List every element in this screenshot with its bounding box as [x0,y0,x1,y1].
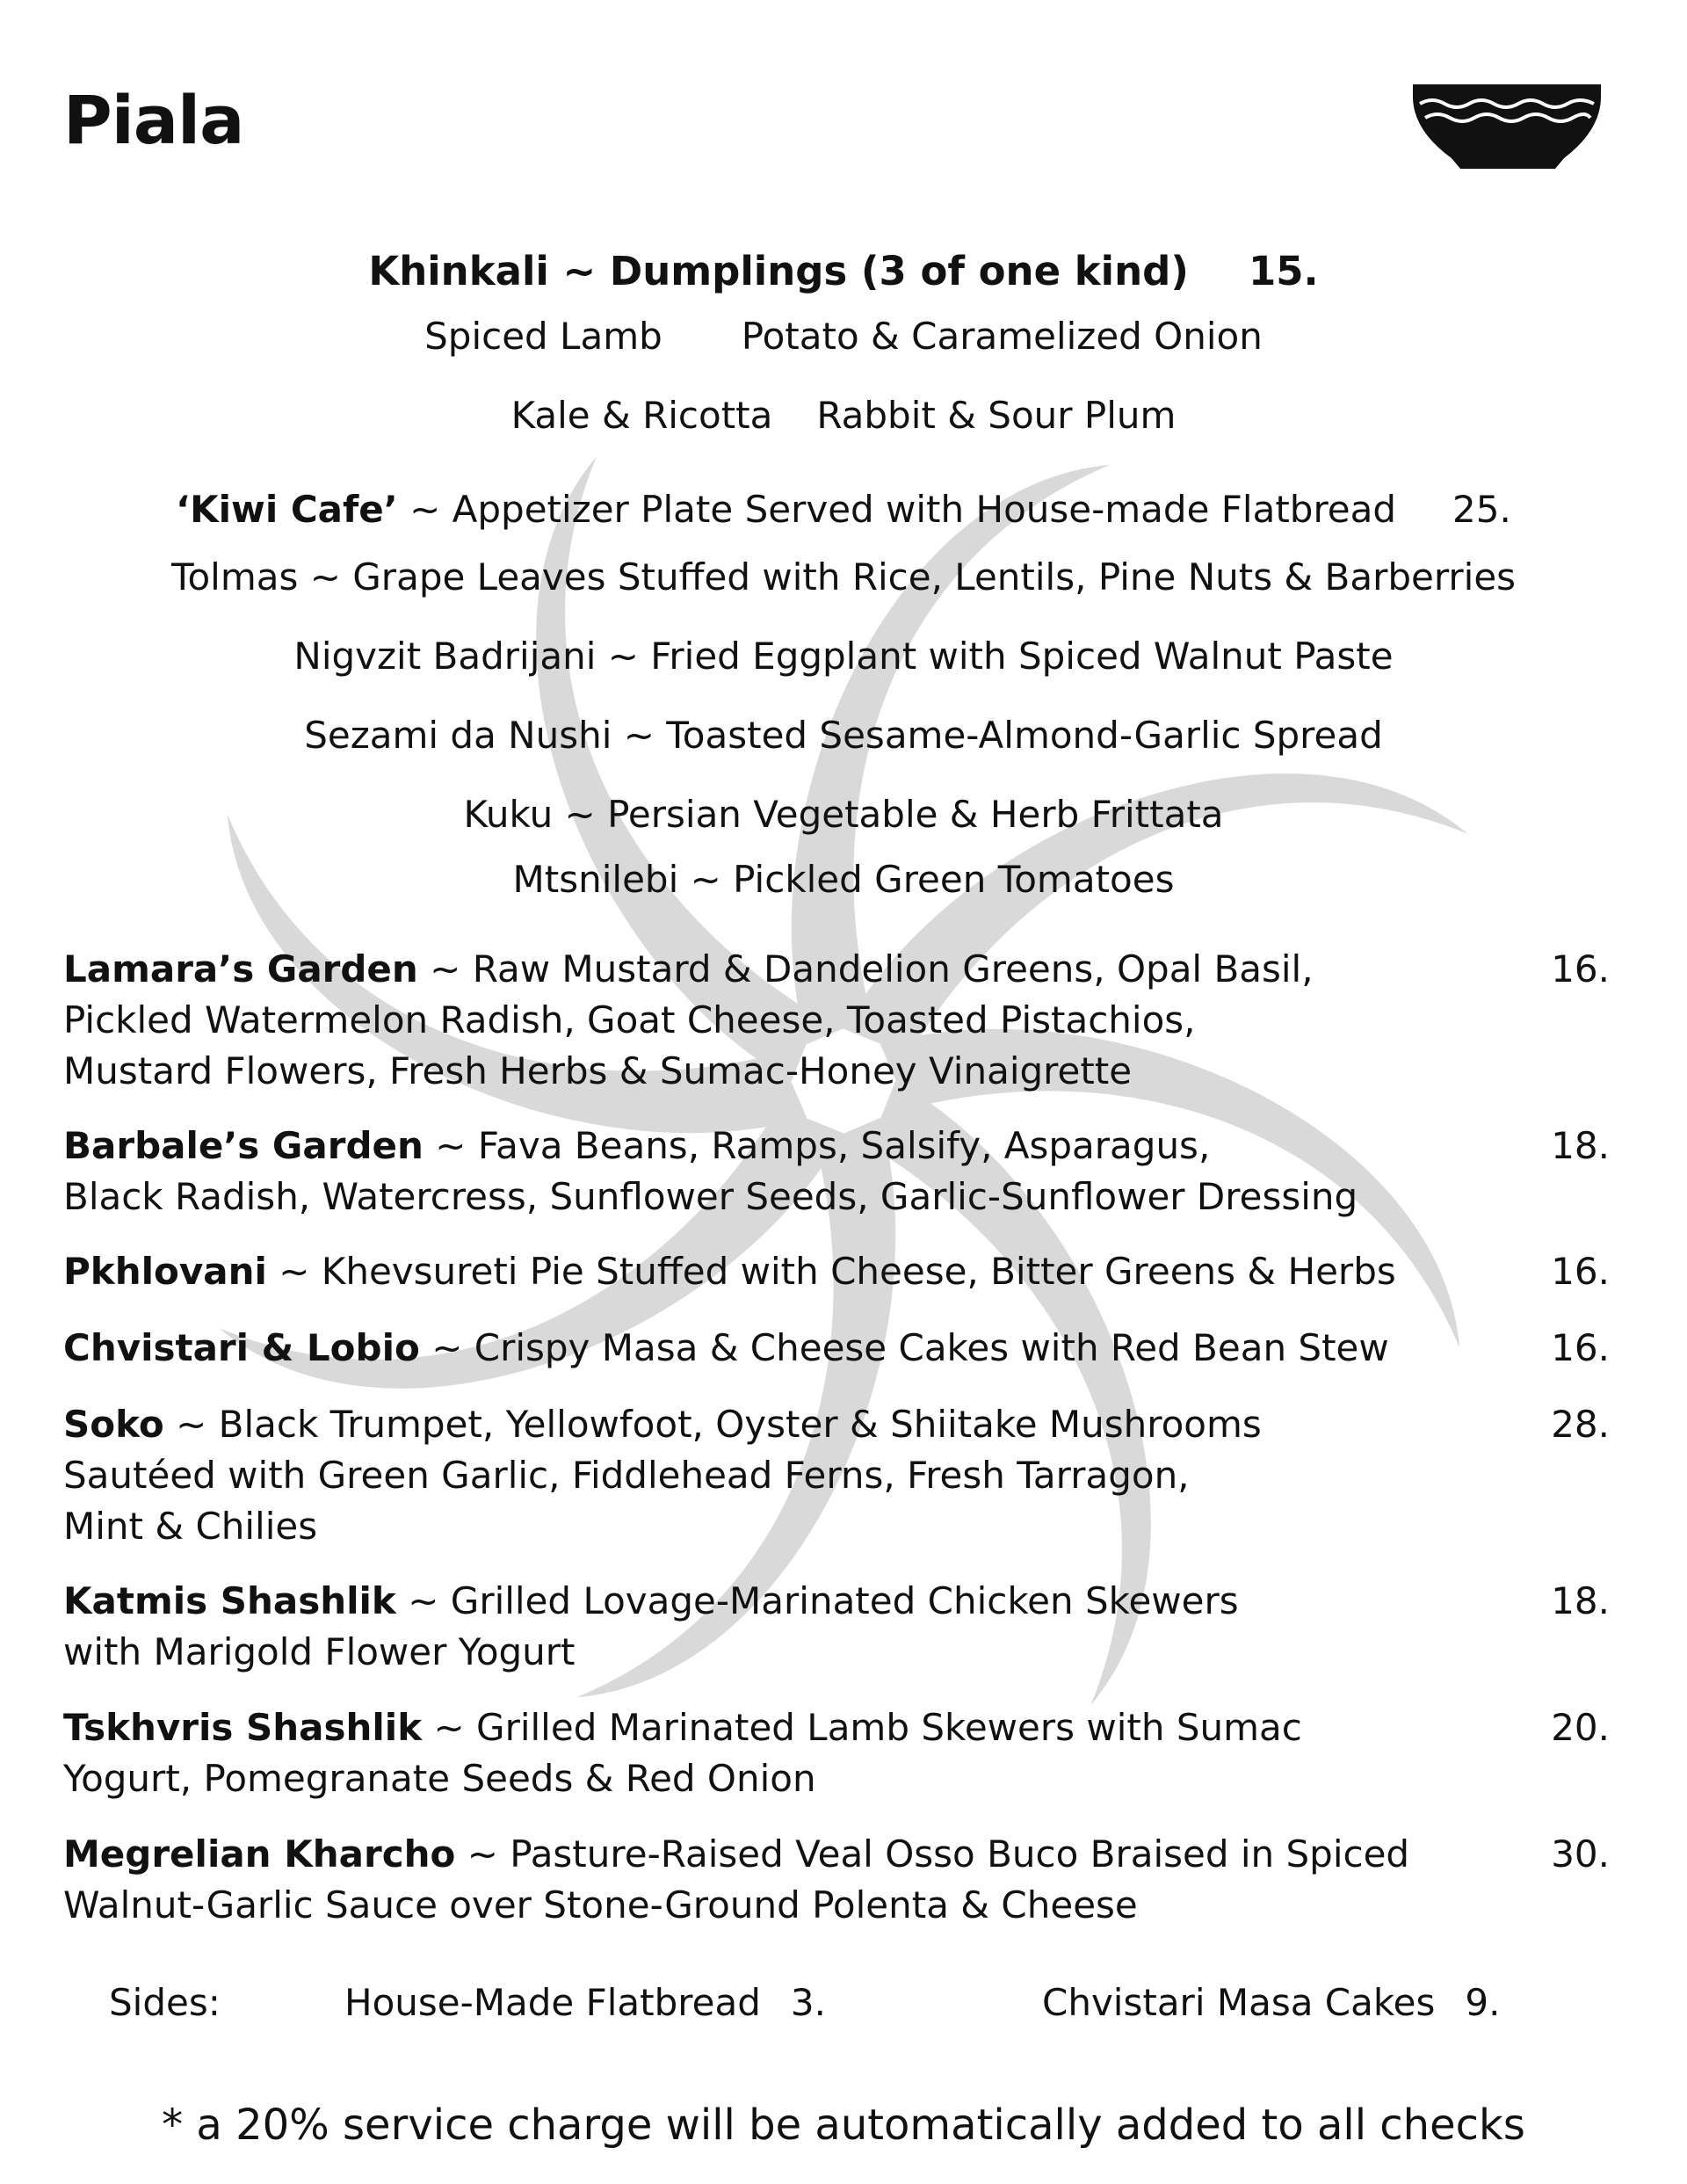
menu-item [63,1829,1610,1931]
item-name: Tskhvris Shashlik [63,1706,423,1749]
item-desc: Black Radish, Watercress, Sunflower Seeds, Garlic-Sunflower Dressing [63,1175,1358,1218]
service-charge-note: * a 20% service charge will be automatically added to all checks [162,2101,1525,2150]
list-item: Spiced Lamb [424,315,662,358]
item-name: Megrelian Kharcho [63,1832,456,1876]
list-item: Kuku ~ Persian Vegetable & Herb Frittata [463,793,1224,836]
list-item: Rabbit & Sour Plum [816,394,1177,437]
item-desc: ~ Khevsureti Pie Stuffed with Cheese, Bitter Greens & Herbs [266,1250,1396,1293]
menu-item [63,944,1610,1097]
khinkali-row-2 [0,394,1687,437]
item-desc: Mustard Flowers, Fresh Herbs & Sumac-Honey Vinaigrette [63,1049,1133,1092]
item-desc: ~ Grilled Marinated Lamb Skewers with Sumac [422,1706,1302,1749]
side-item [344,1981,826,2024]
side-name: Chvistari Masa Cakes [1042,1981,1436,2024]
khinkali-heading [0,248,1687,294]
menu-item [63,1576,1610,1678]
item-desc: Pickled Watermelon Radish, Goat Cheese, Toasted Pistachios, [63,998,1196,1041]
side-price: 3. [790,1981,826,2024]
menu-item [63,1702,1610,1804]
item-price: 18. [1551,1124,1610,1167]
item-desc: Yogurt, Pomegranate Seeds & Red Onion [63,1757,816,1800]
menu-item [63,1323,1610,1374]
item-desc: ~ Crispy Masa & Cheese Cakes with Red Bean Stew [419,1326,1389,1369]
side-item [1042,1981,1500,2024]
item-price: 16. [1551,1326,1610,1369]
item-name: Barbale’s Garden [63,1124,424,1167]
item-price: 16. [1551,947,1610,990]
khinkali-price: 15. [1248,248,1319,294]
kiwi-price: 25. [1452,488,1511,531]
list-item: Nigvzit Badrijani ~ Fried Eggplant with Spiced Walnut Paste [293,635,1394,678]
kiwi-name: ‘Kiwi Cafe’ [176,488,398,531]
menu-item [63,1121,1610,1223]
khinkali-row-1 [0,315,1687,358]
item-price: 16. [1551,1250,1610,1293]
item-name: Lamara’s Garden [63,947,418,990]
menu-item [63,1246,1610,1297]
item-desc: ~ Fava Beans, Ramps, Salsify, Asparagus, [423,1124,1211,1167]
item-desc: Sautéed with Green Garlic, Fiddlehead Ferns, Fresh Tarragon, [63,1454,1190,1497]
item-desc: with Marigold Flower Yogurt [63,1630,576,1673]
item-price: 18. [1551,1579,1610,1622]
side-name: House-Made Flatbread [344,1981,761,2024]
kiwi-heading [0,488,1687,531]
list-item: Sezami da Nushi ~ Toasted Sesame-Almond-Garlic Spread [304,714,1383,757]
item-desc: Mint & Chilies [63,1505,318,1548]
item-desc: ~ Black Trumpet, Yellowfoot, Oyster & Shiitake Mushrooms [163,1403,1262,1446]
item-desc: ~ Raw Mustard & Dandelion Greens, Opal Basil, [417,947,1314,990]
item-name: Chvistari & Lobio [63,1326,420,1369]
list-item: Potato & Caramelized Onion [741,315,1263,358]
bowl-icon [1406,77,1608,174]
kiwi-desc: ~ Appetizer Plate Served with House-made Flatbread [397,488,1397,531]
item-price: 30. [1551,1832,1610,1876]
item-price: 28. [1551,1403,1610,1446]
list-item: Kale & Ricotta [510,394,773,437]
item-desc: ~ Pasture-Raised Veal Osso Buco Braised in Spiced [455,1832,1410,1876]
menu-item [63,1399,1610,1552]
side-price: 9. [1465,1981,1501,2024]
khinkali-title: Khinkali ~ Dumplings (3 of one kind) [368,248,1189,294]
item-desc: ~ Grilled Lovage-Marinated Chicken Skewers [395,1579,1239,1622]
item-name: Katmis Shashlik [63,1579,396,1622]
item-price: 20. [1551,1706,1610,1749]
sides-label: Sides: [109,1981,221,2024]
item-name: Soko [63,1403,164,1446]
item-name: Pkhlovani [63,1250,267,1293]
list-item: Mtsnilebi ~ Pickled Green Tomatoes [512,858,1175,901]
restaurant-name: Piala [63,81,244,159]
list-item: Tolmas ~ Grape Leaves Stuffed with Rice, Lentils, Pine Nuts & Barberries [170,555,1517,599]
item-desc: Walnut-Garlic Sauce over Stone-Ground Polenta & Cheese [63,1883,1138,1926]
